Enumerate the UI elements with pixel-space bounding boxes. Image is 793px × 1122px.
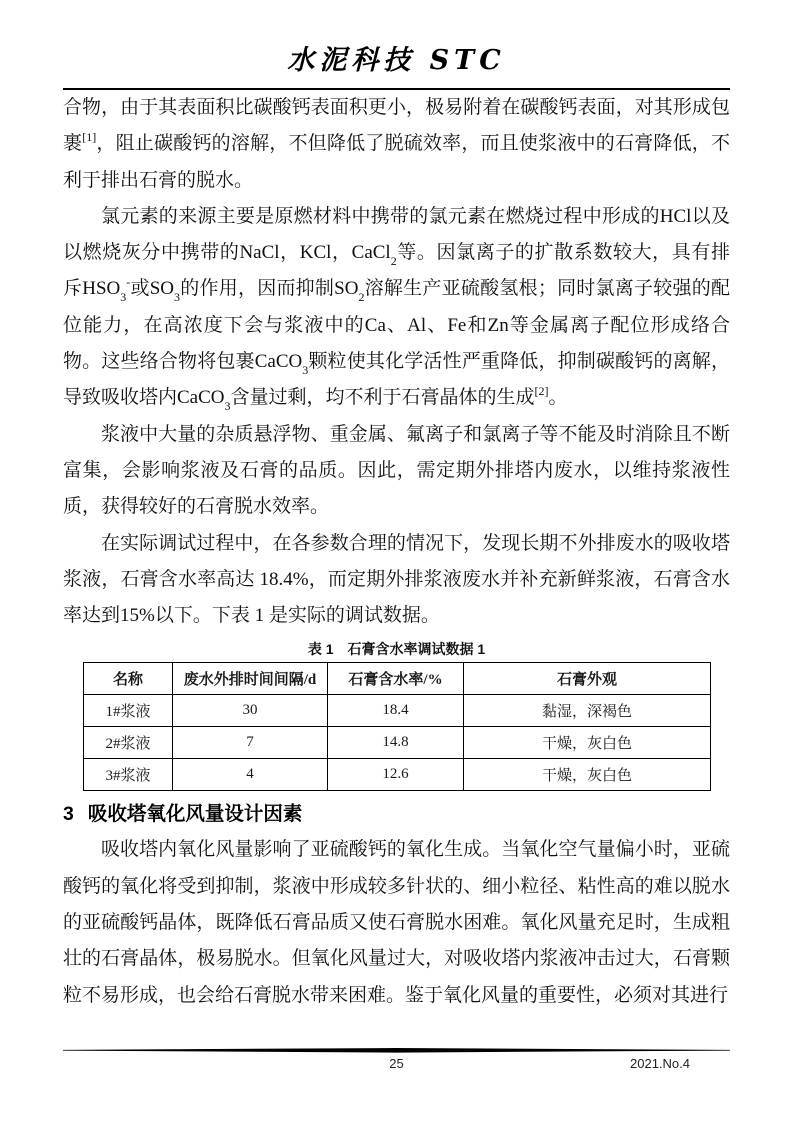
text-run: ，阻止碳酸钙的溶解，不但降低了脱硫效率，而且使浆液中的石膏降低，不利于排出石膏的脱水。 bbox=[63, 133, 730, 191]
table-cell: 18.4 bbox=[328, 695, 464, 727]
text-run: 在实际调试过程中，在各参数合理的情况下，发现长期不外排废水的吸收塔浆液，石膏含水率高达 18.4%，而定期外排浆液废水并补充新鲜浆液，石膏含水率达到15%以下。下表 1 是实际的调试数据。 bbox=[63, 532, 730, 627]
article-body bbox=[63, 90, 730, 634]
table-row bbox=[84, 727, 711, 759]
text-run: 含量过剩，均不利于石膏晶体的生成 bbox=[230, 387, 535, 409]
table-header-cell: 废水外排时间间隔/d bbox=[173, 663, 328, 695]
table-header-cell: 石膏外观 bbox=[464, 663, 711, 695]
table-cell: 30 bbox=[173, 695, 328, 727]
text-run: 溶解生产亚硫酸氢根；同时氯离子较强的配位能力，在高浓度下会与浆液中的Ca、Al、Fe和Zn等金属离子配位形成络合物。这些络合物将包裹CaCO bbox=[63, 278, 730, 373]
table-cell: 黏湿，深褐色 bbox=[464, 695, 711, 727]
table-caption: 表 1 石膏含水率调试数据 1 bbox=[307, 641, 486, 658]
subscript: 2 bbox=[390, 253, 397, 268]
subscript: 3 bbox=[120, 290, 127, 305]
paragraph-commissioning bbox=[63, 526, 730, 635]
table-cell: 2#浆液 bbox=[84, 727, 173, 759]
table-row bbox=[84, 759, 711, 791]
text-run: 吸收塔内氧化风量影响了亚硫酸钙的氧化生成。当氧化空气量偏小时，亚硫酸钙的氧化将受到抑制，浆液中形成较多针状的、细小粒径、粘性高的难以脱水的亚硫酸钙晶体，既降低石膏品质又使石膏脱水困难。氧化风量充足时，生成粗壮的石膏晶体，极易脱水。但氧化风量过大，对吸收塔内浆液冲击过大，石膏颗粒不易形成，也会给石膏脱水带来困难。鉴于氧化风量的重要性，必须对其进行 bbox=[63, 839, 730, 1006]
subscript: 3 bbox=[302, 362, 309, 377]
table-cell: 14.8 bbox=[328, 727, 464, 759]
table-cell: 4 bbox=[173, 759, 328, 791]
page-number: 25 bbox=[389, 1056, 404, 1071]
moisture-data-table bbox=[83, 662, 711, 791]
section-number: 3 bbox=[63, 803, 74, 826]
footer-rule bbox=[63, 1048, 730, 1054]
page-footer bbox=[0, 1048, 793, 1074]
subscript: 3 bbox=[174, 290, 181, 305]
section-title: 吸收塔氧化风量设计因素 bbox=[87, 803, 303, 826]
superscript: [2] bbox=[534, 384, 549, 399]
text-run: 合物，由于其表面积比碳酸钙表面积更小，极易附着在碳酸钙表面，对其形成包裹 bbox=[63, 97, 730, 155]
table-header-row bbox=[84, 663, 711, 695]
text-run: 等。因氯离子的扩散系数较大，具有排斥HSO bbox=[63, 242, 730, 300]
table-header-cell: 名称 bbox=[84, 663, 173, 695]
table-header-cell: 石膏含水率/% bbox=[328, 663, 464, 695]
table-cell: 7 bbox=[173, 727, 328, 759]
table-cell: 1#浆液 bbox=[84, 695, 173, 727]
table-cell: 12.6 bbox=[328, 759, 464, 791]
issue-number: 2021.No.4 bbox=[630, 1056, 690, 1071]
subscript: 2 bbox=[358, 290, 365, 305]
text-run: 颗粒使其化学活性严重降低，抑制碳酸钙的离解，导致吸收塔内CaCO bbox=[63, 351, 730, 409]
superscript: [1] bbox=[82, 129, 97, 144]
table-cell: 3#浆液 bbox=[84, 759, 173, 791]
table-row bbox=[84, 695, 711, 727]
paragraph-continuation bbox=[63, 90, 730, 199]
paragraph-chlorine-sources bbox=[63, 199, 730, 417]
superscript: - bbox=[126, 275, 131, 290]
table-cell: 干燥，灰白色 bbox=[464, 727, 711, 759]
table-cell: 干燥，灰白色 bbox=[464, 759, 711, 791]
section-heading bbox=[63, 799, 730, 829]
subscript: 3 bbox=[224, 399, 231, 414]
text-run: 的作用，因而抑制SO bbox=[180, 278, 359, 300]
text-run: 。 bbox=[548, 387, 568, 409]
text-run: 氯元素的来源主要是原燃材料中携带的氯元素在燃烧过程中形成的HCl以及以燃烧灰分中携带的NaCl，KCl，CaCl bbox=[63, 205, 730, 264]
text-run: 或SO bbox=[130, 278, 175, 300]
paragraph-oxidation-air bbox=[63, 832, 730, 1013]
paragraph-impurities bbox=[63, 417, 730, 526]
article-body-continued bbox=[63, 832, 730, 1013]
table-body bbox=[84, 695, 711, 791]
text-run: 浆液中大量的杂质悬浮物、重金属、氟离子和氯离子等不能及时消除且不断富集，会影响浆液及石膏的品质。因此，需定期外排塔内废水，以维持浆液性质，获得较好的石膏脱水效率。 bbox=[63, 423, 730, 518]
journal-title: 水泥科技 STC bbox=[287, 45, 506, 76]
